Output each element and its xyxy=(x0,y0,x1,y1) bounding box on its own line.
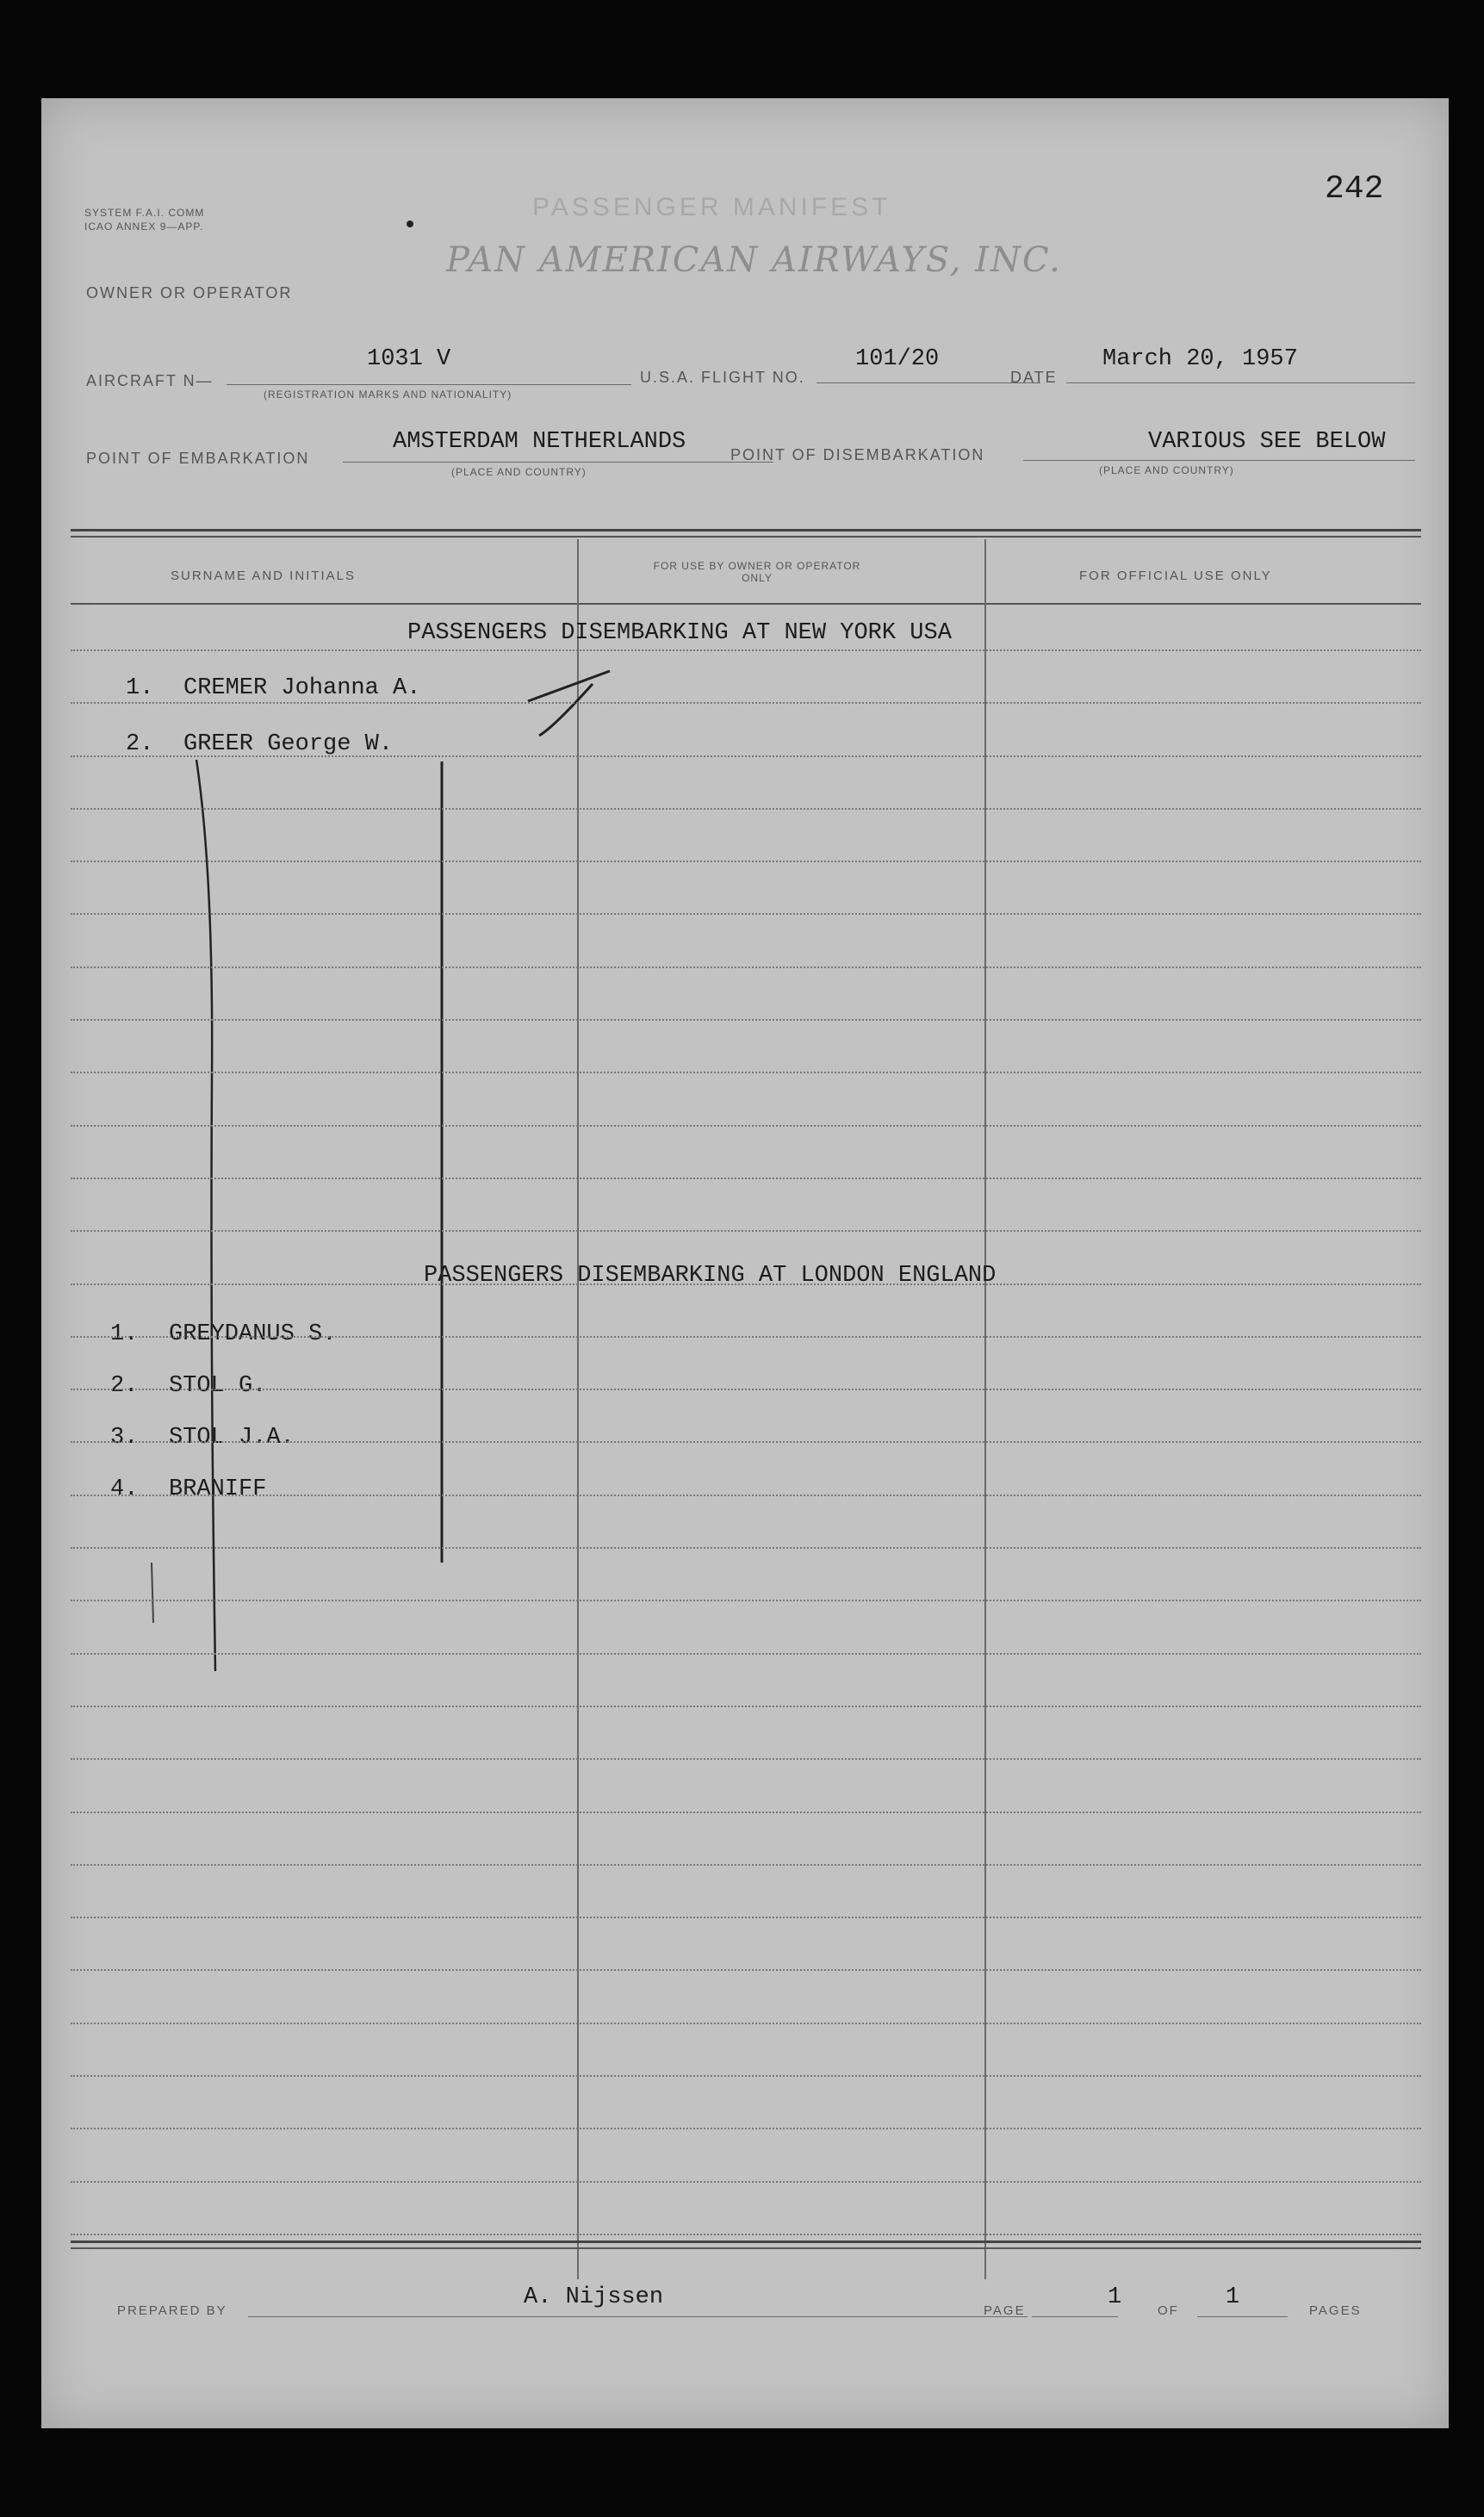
page-number: 242 xyxy=(1325,171,1384,208)
total-pages-value: 1 xyxy=(1226,2284,1240,2310)
row-rule xyxy=(71,2023,1421,2024)
row-rule xyxy=(71,861,1421,862)
passenger-number: 1. xyxy=(110,1321,139,1347)
manifest-sheet xyxy=(41,98,1449,2428)
row-rule xyxy=(71,1283,1421,1285)
embarkation-caption: (PLACE AND COUNTRY) xyxy=(451,466,587,478)
system-note-line-2: ICAO ANNEX 9—APP. xyxy=(84,221,204,233)
aircraft-label: AIRCRAFT N— xyxy=(86,372,214,389)
row-rule xyxy=(71,2075,1421,2077)
row-rule xyxy=(71,1653,1421,1655)
row-rule xyxy=(71,1600,1421,1601)
row-rule xyxy=(71,2234,1421,2235)
row-rule xyxy=(71,1019,1421,1021)
row-rule xyxy=(71,702,1421,704)
of-underline xyxy=(1197,2316,1288,2317)
disembarkation-caption: (PLACE AND COUNTRY) xyxy=(1099,464,1234,476)
date-value: March 20, 1957 xyxy=(1102,346,1298,372)
row-rule xyxy=(71,913,1421,915)
passenger-number: 2. xyxy=(126,731,154,757)
aircraft-value: 1031 V xyxy=(367,346,451,372)
section-heading-london: PASSENGERS DISEMBARKING AT LONDON ENGLAND xyxy=(424,1263,997,1289)
row-rule xyxy=(71,1495,1421,1496)
prepared-by-underline xyxy=(248,2316,1028,2317)
passenger-name: GREYDANUS S. xyxy=(169,1321,337,1347)
disembarkation-value: VARIOUS SEE BELOW xyxy=(1148,429,1386,455)
row-rule xyxy=(71,1125,1421,1127)
column-header-owner-use: FOR USE BY OWNER OR OPERATOR ONLY xyxy=(653,560,861,584)
column-header-surname: SURNAME AND INITIALS xyxy=(171,569,357,583)
passenger-number: 2. xyxy=(110,1373,139,1399)
row-rule xyxy=(71,1336,1421,1338)
passenger-number: 4. xyxy=(110,1476,139,1502)
system-note-line-1: SYSTEM F.A.I. COMM xyxy=(84,207,205,219)
row-rule xyxy=(71,808,1421,810)
row-rule xyxy=(71,1758,1421,1760)
of-label: OF xyxy=(1158,2303,1179,2318)
embarkation-value: AMSTERDAM NETHERLANDS xyxy=(393,429,686,455)
flight-label: U.S.A. FLIGHT NO. xyxy=(640,369,805,386)
passenger-name: STOL J.A. xyxy=(169,1425,295,1451)
row-rule xyxy=(71,1969,1421,1971)
row-rule xyxy=(71,1706,1421,1707)
row-rule xyxy=(71,649,1421,651)
row-rule xyxy=(71,1178,1421,1179)
row-rule xyxy=(71,755,1421,757)
passenger-name: STOL G. xyxy=(169,1373,267,1399)
aircraft-caption: (REGISTRATION MARKS AND NATIONALITY) xyxy=(264,388,512,401)
embarkation-label: POINT OF EMBARKATION xyxy=(86,450,310,467)
page-underline xyxy=(1032,2316,1118,2317)
row-rule xyxy=(71,1864,1421,1866)
section-heading-new-york: PASSENGERS DISEMBARKING AT NEW YORK USA xyxy=(407,620,952,646)
date-label: DATE xyxy=(1010,369,1058,386)
page-value: 1 xyxy=(1108,2284,1122,2310)
row-rule xyxy=(71,1917,1421,1918)
pencil-marks xyxy=(41,98,1449,2428)
row-rule xyxy=(71,1230,1421,1232)
row-rule xyxy=(71,966,1421,968)
pages-label: PAGES xyxy=(1309,2303,1362,2318)
footer-rule xyxy=(71,2240,1421,2243)
row-rule xyxy=(71,1812,1421,1813)
form-title: PASSENGER MANIFEST xyxy=(532,193,891,221)
row-rule xyxy=(71,1072,1421,1073)
company-name: PAN AMERICAN AIRWAYS, INC. xyxy=(446,240,1062,280)
flight-value: 101/20 xyxy=(855,346,940,372)
footer-rule-2 xyxy=(71,2247,1421,2249)
row-rule xyxy=(71,2128,1421,2129)
row-rule xyxy=(71,1441,1421,1443)
page-label: PAGE xyxy=(984,2303,1026,2318)
owner-label: OWNER OR OPERATOR xyxy=(86,284,293,301)
prepared-by-label: PREPARED BY xyxy=(117,2303,227,2318)
column-header-official-use: FOR OFFICIAL USE ONLY xyxy=(1079,569,1272,583)
prepared-by-value: A. Nijssen xyxy=(524,2284,664,2310)
passenger-name: CREMER Johanna A. xyxy=(183,675,421,701)
passenger-number: 1. xyxy=(126,675,154,701)
row-rule xyxy=(71,1389,1421,1390)
passenger-name: GREER George W. xyxy=(183,731,394,757)
row-rule xyxy=(71,1547,1421,1549)
row-rule xyxy=(71,2181,1421,2183)
passenger-name: BRANIFF xyxy=(169,1476,267,1502)
disembarkation-label: POINT OF DISEMBARKATION xyxy=(730,446,985,463)
passenger-number: 3. xyxy=(110,1425,139,1451)
